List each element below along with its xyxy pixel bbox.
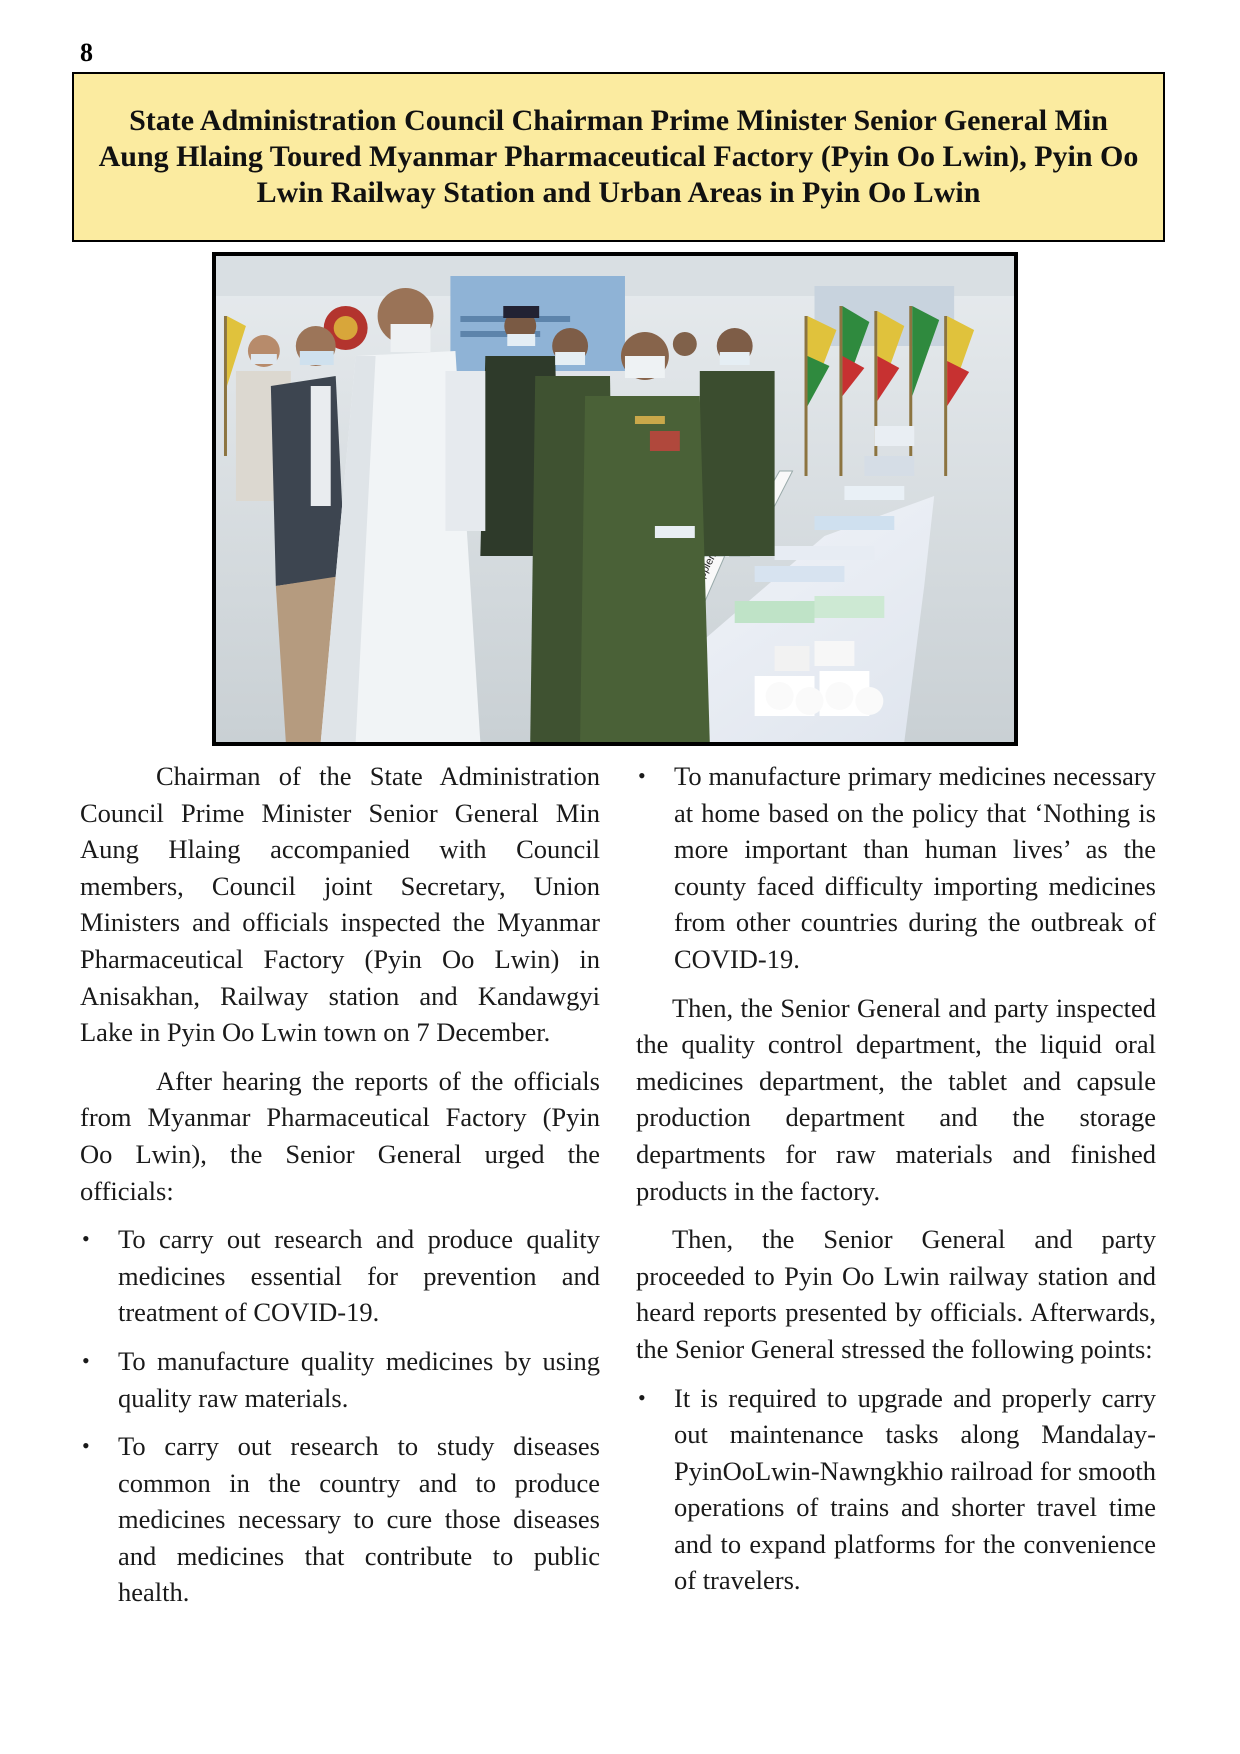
bullet-icon: • <box>82 1226 90 1252</box>
list-item <box>80 1221 600 1331</box>
list-item-text: It is required to upgrade and properly carry out maintenance tasks along Mandalay-PyinOoLwin-Nawngkhio railroad for smooth operations of trains and shorter travel time and to expand platforms for the convenience of travelers. <box>674 1382 1156 1596</box>
right-bullet-list-bottom <box>636 1380 1156 1600</box>
list-item-text: To carry out research to study diseases common in the country and to produce medicines necessary to cure those diseases and medicines that contribute to public health. <box>118 1431 600 1608</box>
list-item <box>636 1380 1156 1600</box>
list-item <box>80 1428 600 1611</box>
page-number: 8 <box>80 38 93 67</box>
bullet-icon: • <box>82 1347 90 1373</box>
list-item-text: To manufacture primary medicines necessary at home based on the policy that ‘Nothing is more important than human lives’ as the county faced difficulty importing medicines from other countries during the outbreak of COVID-19. <box>674 761 1156 974</box>
list-item <box>636 758 1156 978</box>
list-item-text: To manufacture quality medicines by using quality raw materials. <box>118 1345 600 1413</box>
photo-illustration <box>216 256 1014 742</box>
reports-paragraph: After hearing the reports of the officials from Myanmar Pharmaceutical Factory (Pyin Oo Lwin), the Senior General urged the officials: <box>80 1065 600 1206</box>
inspection-paragraph: Then, the Senior General and party inspected the quality control department, the liquid oral medicines department, the tablet and capsule production department and the storage departments for raw materials and finished products in the factory. <box>636 992 1156 1206</box>
right-bullet-list-top <box>636 758 1156 978</box>
list-item-text: To carry out research and produce quality medicines essential for prevention and treatment of COVID-19. <box>118 1224 600 1328</box>
bullet-icon: • <box>82 1433 90 1459</box>
sign-energy: Supplement <box>689 534 728 592</box>
title-box <box>72 72 1165 242</box>
bullet-icon: • <box>638 763 646 788</box>
right-column <box>636 758 1156 1611</box>
railway-paragraph: Then, the Senior General and party proceeded to Pyin Oo Lwin railway station and heard reports presented by officials. Afterwards, the Senior General stressed the following points: <box>636 1224 1156 1364</box>
article-title: State Administration Council Chairman Prime Minister Senior General Min Aung Hlaing Toured Myanmar Pharmaceutical Factory (Pyin Oo Lwin), Pyin Oo Lwin Railway Station and Urban Areas in Pyin Oo Lwin <box>98 104 1139 209</box>
list-item <box>80 1343 600 1416</box>
left-column <box>80 758 600 1623</box>
article-photo <box>212 252 1018 746</box>
left-bullet-list <box>80 1221 600 1611</box>
bullet-icon: • <box>638 1384 646 1410</box>
intro-paragraph: Chairman of the State Administration Council Prime Minister Senior General Min Aung Hlaing accompanied with Council members, Council joint Secretary, Union Ministers and officials inspected the Myanmar Pharmaceutical Factory (Pyin Oo Lwin) in Anisakhan, Railway station and Kandawgyi Lake in Pyin Oo Lwin town on 7 December. <box>80 761 600 1048</box>
